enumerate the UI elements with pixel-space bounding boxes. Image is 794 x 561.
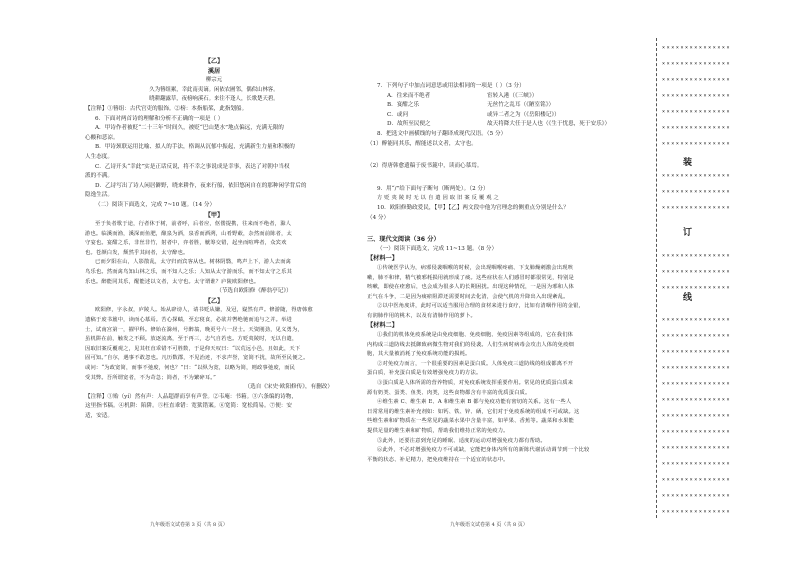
left-column [85, 57, 343, 422]
question-6-option-b-cont: 人生态度。 [85, 153, 113, 160]
binding-x-row: ××××××××××××××× [662, 333, 732, 339]
binding-x-row: ××××××××××××××× [662, 445, 732, 451]
material-1-paragraph: ①传统医学认为，病邪侵袭咽喉的时候，会出现咽喉疼痛、下支肺燥刺激会出现咳 [377, 264, 574, 271]
binding-x-row: ××××××××××××××× [662, 205, 732, 211]
right-column [367, 82, 635, 465]
material-1-paragraph: ②以中医角度讲，此时可以适当服用合理的食材来进行食疗，比如有清咽作用的金银， [377, 303, 584, 310]
yi-paragraph: 或问：“为政宽简，而事不弛废，何也？”曰：“以纵为宽，以略为简，则政事弛废，而民 [85, 365, 296, 371]
section-2-title: （二）阅读下面选文，完成 7~10 题。（14 分） [95, 201, 216, 208]
yi-source: （选自《宋史·欧阳修传》，有删改） [244, 384, 333, 391]
binding-x-row: ××××××××××××××× [662, 365, 732, 371]
jia-paragraph: 乐也。醉能同其乐，醒能述以文者，太守也。太守谓谁？庐陵欧阳修也。 [85, 278, 260, 285]
section-3-subtitle: （一）阅读下面选文，完成 11~13 题。（8 分） [377, 245, 498, 252]
option-left: C．或问 [387, 111, 409, 118]
material-2-paragraph: 平衡的状态、补足精力，把免疫维持在一个适宜的状态中。 [367, 456, 509, 463]
option-left: B．宴酣之乐 [387, 102, 420, 109]
binding-x-row: ××××××××××××××× [662, 397, 732, 403]
page-footer-right: 九年级语文试卷第 4 页（共 8 页） [450, 522, 528, 528]
yi-paragraph: 固可知。”自尔，遇事不敢忽也。凡历数郡，不见治迹，不求声誉，宽简不扰，故所至民便之。 [85, 355, 309, 362]
page-footer-left: 九年级语文试卷第 3 页（共 8 页） [150, 522, 228, 528]
material-2-paragraph: 些维生素和矿物质在一些常见的蔬菜水果中含量丰富，如苹果、香蕉等。蔬菜和水果能 [367, 418, 574, 425]
binding-x-row: ××××××××××××××× [662, 77, 732, 83]
answer-space [367, 223, 635, 235]
yi2-tag: 【乙】 [204, 297, 224, 305]
jia-paragraph: 已而夕阳在山，人影散乱，太守归而宾客从也。树林阴翳，鸣声上下，游人去而禽 [95, 259, 292, 266]
material-2-paragraph: ④维生素 C、维生素 E、A 和维生素 B 都与免疫功能有密切的关系。这有一些人 [377, 399, 572, 406]
question-9-stem: 9．用“/”给下面句子断句（断两处）。（2 分） [377, 185, 489, 192]
jia-source: （节选自欧阳修《醉翁亭记》） [216, 288, 292, 295]
option-right: 或异二者之为（《岳阳楼记》） [487, 111, 560, 118]
question-7-option-a [367, 92, 635, 102]
binding-x-row: ××××××××××××××× [662, 125, 732, 131]
yi-note: 这里指书稿。④机阱：陷阱。⑤枉直乖错：宽狱错案。⑥宽简：宽松简易。⑦便：安 [85, 403, 292, 410]
material-2-paragraph: 提供足量的维生素和矿物质，帮助我们维持正常的免疫力。 [367, 428, 509, 434]
jia-paragraph: 守宴也。宴酣之乐，非丝非竹，射者中，弈者胜，觥筹交错，起坐而喧哗者，众宾欢 [85, 240, 287, 247]
option-left: A．往来而不绝者 [387, 92, 431, 99]
yi-paragraph: 欧阳修，字永叔，庐陵人。始从辟谤人，请书贬从嫌，及冠，嶷然有声。修游随，得唐韩愈 [95, 307, 313, 314]
binding-x-row: ××××××××××××××× [662, 317, 732, 323]
answer-space [367, 172, 635, 185]
binding-x-row: ××××××××××××××× [662, 493, 732, 499]
jia-paragraph: 至于负者歌于途，行者休于树，前者呼，后者应，伛偻提携，往来而不绝者，滁人 [95, 221, 292, 228]
poem-line: 晓耕翻露草，夜榜响溪石。来往不逢人，长歌楚天碧。 [149, 96, 279, 103]
binding-x-row: ××××××××××××××× [662, 285, 732, 291]
poem-note: 【注释】①簪组：古代官吏的服饰。②榜：本指船桨，此指划船。 [85, 105, 248, 112]
binding-x-row: ××××××××××××××× [662, 253, 732, 259]
question-6-option-d-cont: 隐逸生活。 [85, 192, 113, 199]
material-1-paragraph: 正气在斗争，二是因为痰瘀阻滞还需要时间去化清，会使气机的升降出入出现紊乱。 [367, 293, 569, 300]
yi-paragraph: 因取旧案反覆观之，见其枉直乖错不可胜数，于是仰天叹曰：“以荒远小邑，且如此，天下 [85, 345, 301, 352]
jia-tag: 【甲】 [204, 211, 224, 219]
question-6-option-a-cont: 心酸和悲凉。 [85, 134, 119, 141]
binding-x-row: ××××××××××××××× [662, 61, 732, 67]
binding-x-row: ××××××××××××××× [662, 349, 732, 355]
binding-x-row: ××××××××××××××× [662, 509, 732, 515]
material-2-paragraph: 日常常用的维生素补充剂如：如钙、铁、锌、硒，它们对于免疫系统的组成不可或缺。这 [367, 408, 580, 415]
option-left: D．故所至民便之 [387, 121, 431, 128]
yi-paragraph: 受其弊。吾所谓宽者，不为苛急；简者，不为繁碎耳。” [85, 374, 216, 381]
material-2-paragraph: 源有奶类、蛋类、鱼类、肉类，这些食物都含有丰富的优质蛋白质。 [367, 389, 531, 396]
option-right: 故天将降大任于是人也（《生于忧患，死于安乐》） [487, 121, 611, 128]
material-2-tag: 【材料二】 [367, 322, 398, 330]
question-7-option-c [367, 111, 635, 121]
question-6-option-d: D．乙诗写出了诗人闲居僻野，晓来耕作，夜来行船，依旧悠闲自在的那种闲学背后的 [95, 182, 307, 189]
binding-x-row: ××××××××××××××× [662, 93, 732, 99]
material-2-paragraph: ⑥此外，不必对增强免疫力不可或缺，它能把身体内所有的新陈代谢活动调节到一个比较 [377, 447, 590, 454]
yi-paragraph: 士，试南宫第一，擢甲科。修始在滁州，号醉翁，晚更号六一居士。天资刚劲，见义勇为， [85, 326, 303, 333]
binding-char-zhuang: 装 [683, 158, 693, 168]
question-6-option-a: A．甲诗作者被贬“二十三年”时间久，被贬“巴山楚水”地点偏远，充满无限的 [95, 125, 284, 132]
question-6-option-c: C．乙诗开头“幸此”实是正话反说，将不幸之事说成是幸事，表达了对朝中当权 [95, 163, 290, 170]
question-6-option-c-cont: 派的不满。 [85, 173, 113, 180]
material-1-paragraph: 咳嗽，即使在痊愈后，也会成为很多人的长期困扰。出现这种情况，一是因为邪和人体 [367, 284, 574, 291]
poem-title: 溪居 [207, 67, 221, 75]
binding-dashed-line [656, 38, 657, 518]
material-2-paragraph: ⑤此外，还要注意到充足的睡眠、适度的运动对增强免疫力都有帮助。 [377, 437, 546, 444]
binding-x-row: ××××××××××××××× [662, 381, 732, 387]
binding-x-row: ××××××××××××××× [662, 477, 732, 483]
material-2-paragraph: ①我们的机体免疫系统是由免疫细胞、免疫细胞、免疫因素等组成的，它在我们体 [377, 332, 574, 339]
question-6-option-b: B．甲诗颈联运用比喻、拟人的手法，格调从沉郁中振起，充满新生力量和积极的 [95, 144, 295, 151]
yi-paragraph: 虽机阱在前，触发之不顾。放逐流离，至于再三，志气自若也。方贬夷陵时，无以自遣， [85, 336, 298, 343]
binding-x-row: ××××××××××××××× [662, 429, 732, 435]
question-6-stem: 6．下面对两首诗的理解和分析不正确的一项是（ ） [95, 115, 224, 122]
material-1-paragraph: 有润肺作用的桃木，以及有清肺作用的萝卜。 [367, 312, 476, 319]
question-8-stem: 8．把选文中画横线的句子翻译成现代汉语。（5 分） [377, 130, 507, 137]
poem-line: 久为簪组累，幸此南夷谪。闲依农圃邻，偶似山林客。 [149, 86, 279, 93]
material-2-paragraph: ②对免疫力而言，一个很重要的因素是蛋白质。人体免疫三道防线的组成都离不开 [377, 360, 574, 367]
binding-x-row: ××××××××××××××× [662, 189, 732, 195]
question-7-stem: 7．下列句子中加点词意思或用法相同的一项是（ ）（3 分） [377, 83, 525, 89]
option-right: 无丝竹之乱耳（《陋室铭》） [487, 102, 555, 109]
question-8-item-2: （2）得唐韩愈遗稿于废书簏中，读而心慕焉。 [367, 163, 483, 170]
jia-paragraph: 游也。临溪而渔，溪深而鱼肥，酿泉为酒，泉香而酒洌，山肴野蔌，杂然而前陈者，太 [85, 230, 292, 237]
binding-char-ding: 订 [683, 228, 693, 238]
binding-x-row: ××××××××××××××× [662, 173, 732, 179]
binding-char-xian: 线 [683, 293, 693, 303]
question-10-points: （4 分） [367, 214, 390, 221]
material-2-paragraph: 蛋白质，补充蛋白质是有效增强免疫力的方法。 [367, 370, 482, 377]
question-8-item-1: （1）醉能同其乐，醒能述以文者，太守也。 [367, 140, 477, 147]
material-1-paragraph: 嗽，肺不和律，精气被邪耗损用就形成了痰。这些症状在人们感冒时都很常见，特别是 [367, 274, 574, 281]
jia-paragraph: 鸟乐也。然而禽鸟知山林之乐，而不知人之乐；人知从太守游而乐，而不知太守之乐其 [85, 269, 292, 276]
material-2-paragraph: 内构成三道防线去抵御致病微生物对我们的侵袭。人们生病时病毒会攻击人体的免疫细 [367, 341, 574, 348]
material-1-tag: 【材料一】 [367, 255, 398, 263]
jia-paragraph: 也。苍颜白发，颓然乎其间者，太守醉也。 [85, 249, 189, 256]
binding-x-row: ××××××××××××××× [662, 461, 732, 467]
answer-space [367, 149, 635, 162]
poem-author: 柳宗元 [205, 77, 223, 84]
binding-x-row: ××××××××××××××× [662, 45, 732, 51]
binding-x-row: ××××××××××××××× [662, 413, 732, 419]
binding-x-row: ××××××××××××××× [662, 109, 732, 115]
yi-tag: 【乙】 [204, 58, 224, 65]
yi-paragraph: 遗稿于废书簏中，读而心慕焉。苦心探赜，至忘寝食，必欲并辔绝驰而追与之并。举进 [85, 317, 292, 324]
material-2-paragraph: 胞，其大量被消耗了免疫系统功能的损耗。 [367, 351, 471, 358]
question-7-option-d [367, 120, 635, 130]
question-7-option-b [367, 101, 635, 111]
binding-x-row: ××××××××××××××× [662, 269, 732, 275]
section-3-title: 三、现代文阅读（36 分） [367, 236, 440, 244]
question-10-stem: 10．欧阳修勤政爱民，【甲】【乙】两文段中他为官理念的侧重点分别是什么？ [377, 204, 569, 211]
yi-note: 【注释】①贻（yí）然有声：人品超群而享有声誉。②韦庵：书箱。③六条编的诗物， [85, 393, 297, 400]
option-right: 宦转入港（《三峡》） [487, 92, 538, 99]
binding-x-row: ××××××××××××××× [662, 141, 732, 147]
material-2-paragraph: ③蛋白质是人体所需的营养物质，对免疫系统发挥重要作用。常见的优质蛋白质来 [377, 380, 574, 387]
question-9-sentence: 方 贬 夷 陵 时 无 以 自 遣 因 取 旧 案 反 覆 观 之 [377, 195, 499, 202]
yi-note: 适，安适。 [85, 412, 113, 419]
